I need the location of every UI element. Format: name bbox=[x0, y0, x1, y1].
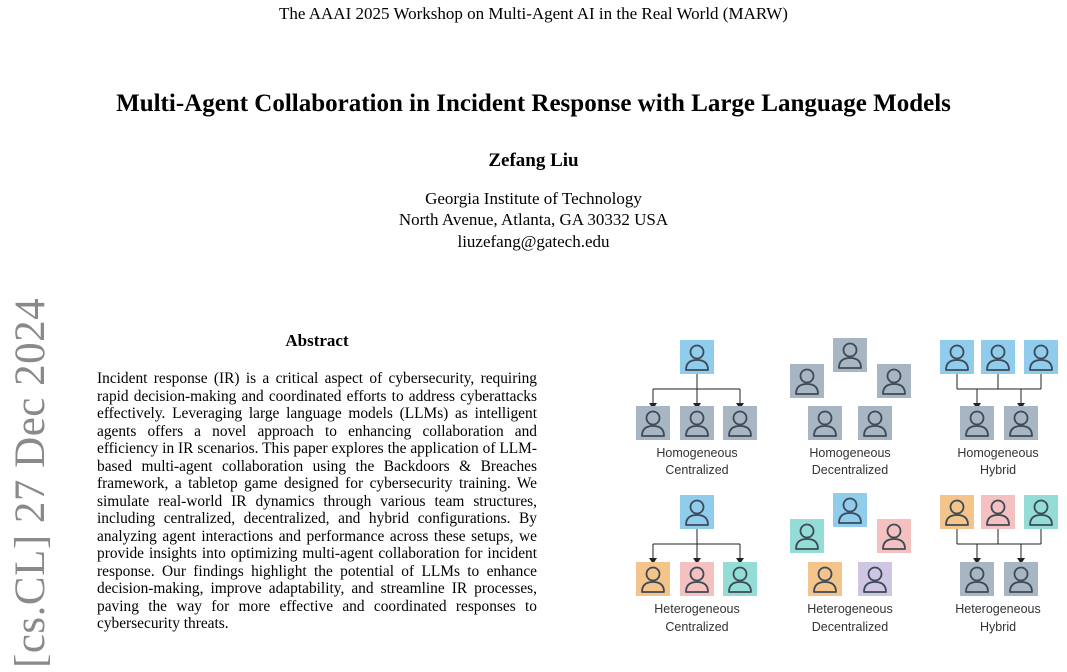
author-institution: Georgia Institute of Technology bbox=[425, 189, 642, 208]
agent-tile-p6-5 bbox=[1004, 562, 1038, 596]
author-name: Zefang Liu bbox=[488, 150, 579, 171]
paper-title: Multi-Agent Collaboration in Incident Response with Large Language Models bbox=[116, 90, 951, 117]
team-structure-figure bbox=[600, 325, 1067, 645]
arxiv-side-stamp: [cs.CL] 27 Dec 2024 bbox=[7, 297, 54, 668]
agent-tile-p3-3 bbox=[1024, 340, 1058, 374]
panel-1-caption-line2: Centralized bbox=[665, 463, 729, 477]
agent-tile-p5-4 bbox=[808, 562, 842, 596]
agent-tile-p5-1 bbox=[833, 493, 867, 527]
agent-tile-p6-4 bbox=[960, 562, 994, 596]
agent-tile-p3-1 bbox=[940, 340, 974, 374]
agent-tile-p3-4 bbox=[960, 406, 994, 440]
agent-tile-p2-1 bbox=[833, 338, 867, 372]
agent-tile-p4-1 bbox=[680, 495, 714, 529]
agent-tile-p5-3 bbox=[877, 519, 911, 553]
author-address: North Avenue, Atlanta, GA 30332 USA bbox=[398, 210, 669, 229]
agent-tile-p4-4 bbox=[723, 562, 757, 596]
agent-tile-p6-1 bbox=[940, 495, 974, 529]
author-email: liuzefang@gatech.edu bbox=[457, 232, 610, 251]
panel-4-caption-line1: Heterogeneous bbox=[654, 602, 740, 616]
panel-3-caption-line2: Hybrid bbox=[979, 463, 1017, 477]
agent-tile-p5-2 bbox=[790, 519, 824, 553]
agent-tile-p3-2 bbox=[981, 340, 1015, 374]
panel-2-caption-line2: Decentralized bbox=[811, 463, 889, 477]
agent-tile-p4-3 bbox=[680, 562, 714, 596]
panel-1-caption-line1: Homogeneous bbox=[656, 446, 738, 460]
agent-tile-p1-3 bbox=[680, 406, 714, 440]
agent-tile-p1-2 bbox=[636, 406, 670, 440]
abstract-heading: Abstract bbox=[285, 331, 349, 350]
panel-2-caption-line1: Homogeneous bbox=[809, 446, 891, 460]
agent-tile-p3-5 bbox=[1004, 406, 1038, 440]
agent-tile-p6-3 bbox=[1024, 495, 1058, 529]
agent-tile-p2-5 bbox=[858, 406, 892, 440]
agent-tile-p2-3 bbox=[877, 364, 911, 398]
agent-tile-p2-2 bbox=[790, 364, 824, 398]
agent-tile-p1-4 bbox=[723, 406, 757, 440]
agent-tile-p1-1 bbox=[680, 340, 714, 374]
agent-tile-p4-2 bbox=[636, 562, 670, 596]
panel-6-caption-line1: Heterogeneous bbox=[955, 602, 1041, 616]
agent-tile-p6-2 bbox=[981, 495, 1015, 529]
agent-tile-p5-5 bbox=[858, 562, 892, 596]
conference-header: The AAAI 2025 Workshop on Multi-Agent AI in the Real World (MARW) bbox=[279, 4, 788, 23]
panel-5-caption-line2: Decentralized bbox=[811, 620, 889, 634]
panel-6-caption-line2: Hybrid bbox=[979, 620, 1017, 634]
agent-tile-p2-4 bbox=[808, 406, 842, 440]
panel-4-caption-line2: Centralized bbox=[665, 620, 729, 634]
panel-3-caption-line1: Homogeneous bbox=[957, 446, 1039, 460]
abstract-text: Incident response (IR) is a critical aspect of cybersecurity, requiring rapid decision-making and coordinated efforts to address cyberattacks effectively. Leveraging large language models (LLMs) as intelligent agents offers a novel approach to enhancing collaboration and efficiency in IR scenarios. This paper explores the application of LLM-based multi-agent collaboration using the Backdoors & Breaches framework, a tabletop game designed for cybersecurity training. We simulate real-world IR dynamics through various team structures, including centralized, decentralized, and hybrid configurations. By analyzing agent interactions and performance across these setups, we provide insights into optimizing multi-agent collaboration for incident response. Our findings highlight the potential of LLMs to enhance decision-making, improve adaptability, and streamline IR processes, paving the way for more effective and coordinated responses to cybersecurity threats. bbox=[97, 370, 537, 632]
panel-5-caption-line1: Heterogeneous bbox=[807, 602, 893, 616]
